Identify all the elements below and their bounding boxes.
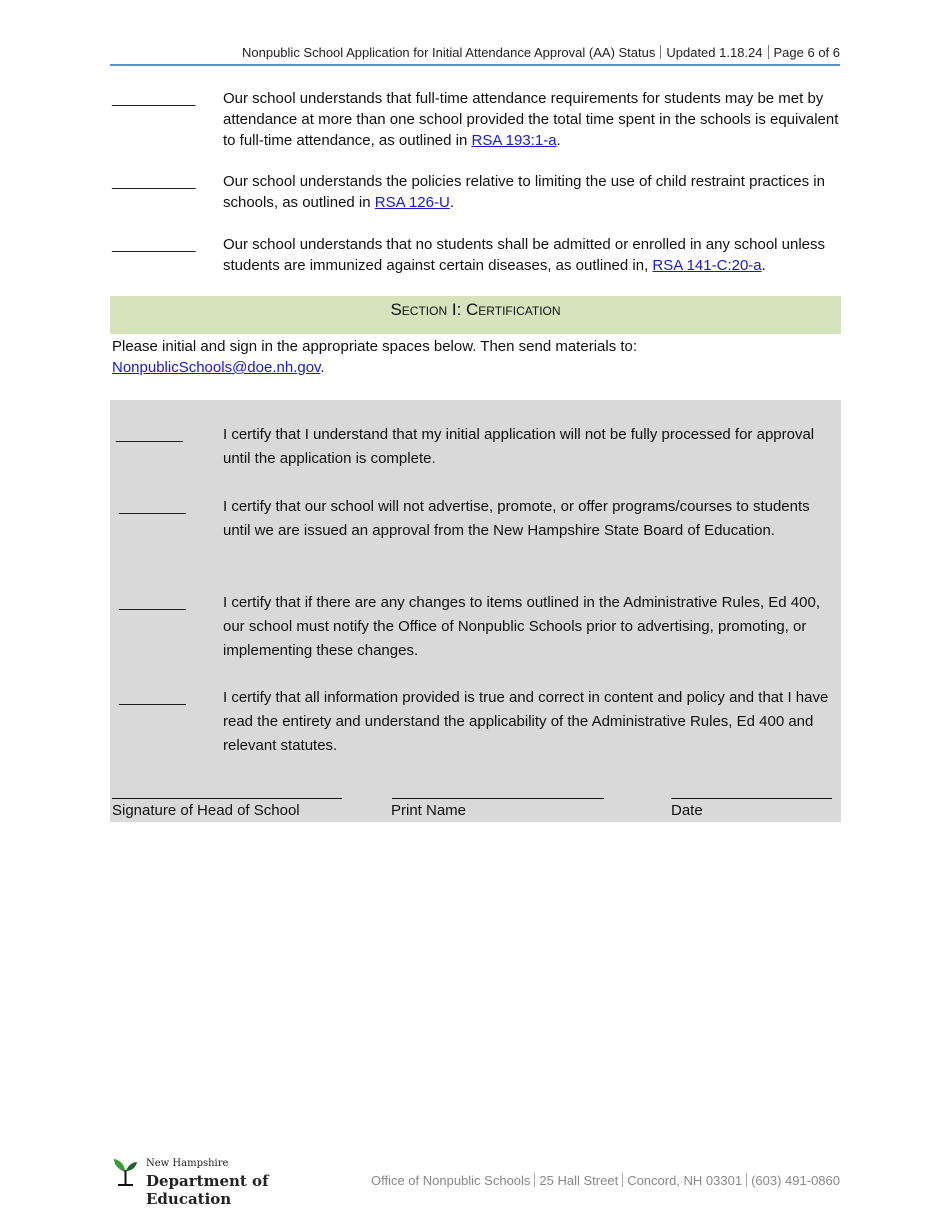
initial-blank[interactable]: __________ bbox=[112, 236, 196, 253]
acknowledgement-text: Our school understands that full-time attendance requirements for students may be met by attendance at more than one school provided the total time spent in the schools is equivalent to full-time attendance, as outlined in RSA 193:1-a. bbox=[223, 90, 839, 149]
footer-address bbox=[371, 1173, 840, 1188]
header-separator bbox=[660, 45, 661, 59]
footer-street: 25 Hall Street bbox=[539, 1173, 619, 1188]
print-name-label: Print Name bbox=[391, 802, 467, 819]
rsa-link[interactable]: RSA 126-U bbox=[374, 194, 450, 211]
instructions: Please initial and sign in the appropriate spaces below. Then send materials to: NonpublicSchools@doe.nh.gov. bbox=[112, 338, 638, 376]
initial-blank[interactable]: ________ bbox=[119, 594, 186, 611]
certification-text: I certify that our school will not advertise, promote, or offer programs/courses to students until we are issued an approval from the New Hampshire State Board of Education. bbox=[223, 498, 810, 539]
initial-blank[interactable]: __________ bbox=[112, 173, 196, 190]
acknowledgement-text: Our school understands that no students shall be admitted or enrolled in any school unless students are immunized against certain diseases, as outlined in, RSA 141-C:20-a. bbox=[223, 236, 826, 274]
initial-blank[interactable]: ________ bbox=[116, 426, 183, 443]
logo-department: Department of Education bbox=[146, 1172, 269, 1208]
rsa-link[interactable]: RSA 193:1-a bbox=[471, 132, 557, 149]
print-name-line[interactable] bbox=[392, 784, 604, 799]
certification-text: I certify that if there are any changes to items outlined in the Administrative Rules, Ed 400, our school must notify the Office of Nonpublic Schools prior to advertising, promoting, or implementing these changes. bbox=[223, 594, 820, 659]
footer-phone: (603) 491-0860 bbox=[751, 1173, 840, 1188]
acknowledgement-text: Our school understands the policies relative to limiting the use of child restraint practices in schools, as outlined in RSA 126-U. bbox=[223, 173, 825, 211]
certification-text: I certify that I understand that my initial application will not be fully processed for approval until the application is complete. bbox=[223, 426, 815, 467]
certification-text: I certify that all information provided is true and correct in content and policy and that I have read the entirety and understand the applicability of the Administrative Rules, Ed 400 and relevant statutes. bbox=[223, 689, 829, 754]
section-heading bbox=[110, 296, 841, 334]
date-label: Date bbox=[671, 802, 703, 819]
certification-box bbox=[110, 400, 841, 822]
section-title: Certification bbox=[466, 300, 561, 319]
header-separator bbox=[768, 45, 769, 59]
signature-label: Signature of Head of School bbox=[112, 802, 300, 819]
footer-city: Concord, NH 03301 bbox=[627, 1173, 743, 1188]
footer-separator bbox=[622, 1173, 623, 1187]
initial-blank[interactable]: ________ bbox=[119, 498, 186, 515]
instructions-text: Please initial and sign in the appropriate spaces below. Then send materials to: bbox=[112, 338, 638, 355]
footer-separator bbox=[534, 1173, 535, 1187]
sprout-icon bbox=[112, 1158, 140, 1190]
footer-separator bbox=[746, 1173, 747, 1187]
footer-office: Office of Nonpublic Schools bbox=[370, 1173, 531, 1188]
section-prefix: Section I: bbox=[390, 300, 467, 319]
logo-state: New Hampshire bbox=[146, 1158, 229, 1169]
header-title: Nonpublic School Application for Initial Attendance Approval (AA) Status bbox=[242, 45, 656, 60]
initial-blank[interactable]: __________ bbox=[112, 90, 196, 107]
rsa-link[interactable]: RSA 141-C:20-a bbox=[652, 257, 762, 274]
header-page-number: Page 6 of 6 bbox=[773, 45, 840, 60]
date-line[interactable] bbox=[671, 784, 832, 799]
initial-blank[interactable]: ________ bbox=[119, 689, 186, 706]
nh-doe-logo bbox=[112, 1158, 342, 1208]
header-updated: Updated 1.18.24 bbox=[666, 45, 763, 60]
email-link[interactable]: NonpublicSchools@doe.nh.gov bbox=[112, 359, 321, 376]
signature-line[interactable] bbox=[112, 784, 342, 799]
page-header bbox=[110, 44, 840, 66]
